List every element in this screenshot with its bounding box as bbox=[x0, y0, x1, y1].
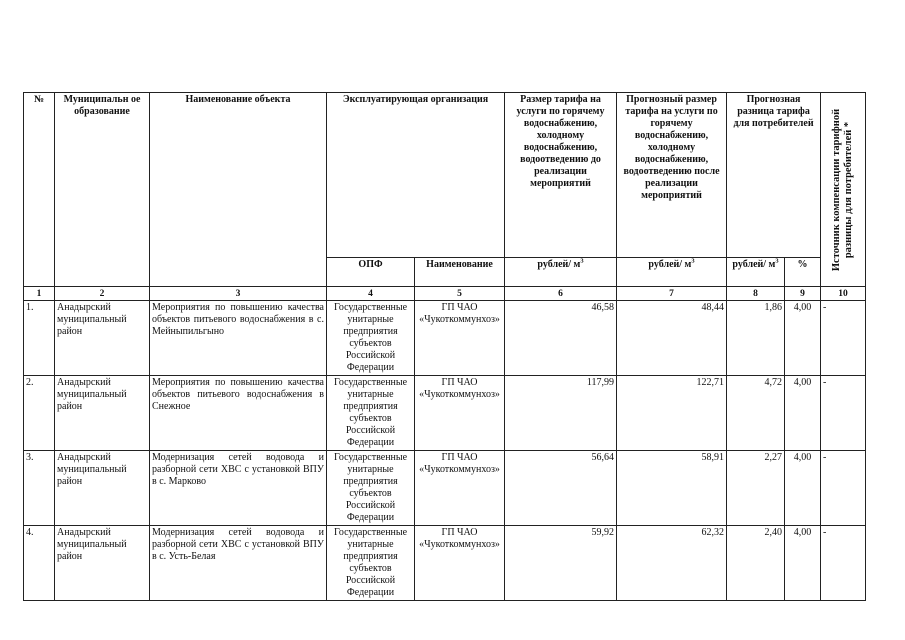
difference-rub-cell: 2,27 bbox=[727, 451, 785, 526]
organization-cell: ГП ЧАО «Чукоткоммунхоз» bbox=[415, 451, 505, 526]
object-cell: Модернизация сетей водовода и разборной сети ХВС с установкой ВПУ в с. Усть-Белая bbox=[150, 526, 327, 601]
tariff-after-cell: 122,71 bbox=[617, 376, 727, 451]
municipality-cell: Анадырский муниципальный район bbox=[55, 451, 150, 526]
difference-pct-cell: 4,00 bbox=[785, 301, 821, 376]
municipality-cell: Анадырский муниципальный район bbox=[55, 526, 150, 601]
subheader-unit-8: рублей/ $м^3$ bbox=[727, 258, 785, 287]
row-number: 4. bbox=[24, 526, 55, 601]
organization-cell: ГП ЧАО «Чукоткоммунхоз» bbox=[415, 376, 505, 451]
tariff-after-cell: 58,91 bbox=[617, 451, 727, 526]
column-number: 7 bbox=[617, 287, 727, 301]
source-cell: - bbox=[821, 376, 866, 451]
municipality-cell: Анадырский муниципальный район bbox=[55, 376, 150, 451]
municipality-cell: Анадырский муниципальный район bbox=[55, 301, 150, 376]
column-number: 6 bbox=[505, 287, 617, 301]
table-row bbox=[24, 301, 866, 376]
column-number: 10 bbox=[821, 287, 866, 301]
opf-cell: Государственные унитарные предприятия субъектов Российской Федерации bbox=[327, 526, 415, 601]
difference-rub-cell: 2,40 bbox=[727, 526, 785, 601]
header-source bbox=[821, 93, 866, 287]
tariff-before-cell: 46,58 bbox=[505, 301, 617, 376]
tariff-before-cell: 117,99 bbox=[505, 376, 617, 451]
column-number: 9 bbox=[785, 287, 821, 301]
header-object: Наименование объекта bbox=[150, 93, 327, 287]
table-row bbox=[24, 376, 866, 451]
row-number: 2. bbox=[24, 376, 55, 451]
opf-cell: Государственные унитарные предприятия субъектов Российской Федерации bbox=[327, 376, 415, 451]
opf-cell: Государственные унитарные предприятия субъектов Российской Федерации bbox=[327, 301, 415, 376]
header-row bbox=[24, 93, 866, 258]
row-number: 3. bbox=[24, 451, 55, 526]
header-operator: Эксплуатирующая организация bbox=[327, 93, 505, 258]
object-cell: Мероприятия по повышению качества объектов питьевого водоснабжения в Снежное bbox=[150, 376, 327, 451]
column-number: 2 bbox=[55, 287, 150, 301]
opf-cell: Государственные унитарные предприятия субъектов Российской Федерации bbox=[327, 451, 415, 526]
header-tariff-after: Прогнозный размер тарифа на услуги по горячему водоснабжению, холодному водоснабжению, водоотведению после реализации мероприятий bbox=[617, 93, 727, 258]
header-no: № bbox=[24, 93, 55, 287]
tariff-table bbox=[23, 92, 866, 601]
difference-pct-cell: 4,00 bbox=[785, 526, 821, 601]
table-row bbox=[24, 451, 866, 526]
header-municipality: Муниципальн ое образование bbox=[55, 93, 150, 287]
difference-pct-cell: 4,00 bbox=[785, 376, 821, 451]
subheader-unit-6: рублей/ $м^3$ bbox=[505, 258, 617, 287]
header-difference: Прогнозная разница тарифа для потребителей bbox=[727, 93, 821, 258]
difference-pct-cell: 4,00 bbox=[785, 451, 821, 526]
source-cell: - bbox=[821, 301, 866, 376]
object-cell: Модернизация сетей водовода и разборной сети ХВС с установкой ВПУ в с. Марково bbox=[150, 451, 327, 526]
subheader-unit-7: рублей/ $м^3$ bbox=[617, 258, 727, 287]
source-cell: - bbox=[821, 451, 866, 526]
subheader-name: Наименование bbox=[415, 258, 505, 287]
organization-cell: ГП ЧАО «Чукоткоммунхоз» bbox=[415, 301, 505, 376]
tariff-before-cell: 59,92 bbox=[505, 526, 617, 601]
tariff-after-cell: 62,32 bbox=[617, 526, 727, 601]
column-number: 5 bbox=[415, 287, 505, 301]
header-tariff-before: Размер тарифа на услуги по горячему водоснабжению, холодному водоснабжению, водоотведению до реализации мероприятий bbox=[505, 93, 617, 258]
object-cell: Мероприятия по повышению качества объектов питьевого водоснабжения в с. Мейныпильгыно bbox=[150, 301, 327, 376]
column-number: 1 bbox=[24, 287, 55, 301]
subheader-opf: ОПФ bbox=[327, 258, 415, 287]
header-source-text: Источник компенсации тарифной разницы для потребителей * bbox=[831, 108, 855, 271]
organization-cell: ГП ЧАО «Чукоткоммунхоз» bbox=[415, 526, 505, 601]
difference-rub-cell: 4,72 bbox=[727, 376, 785, 451]
subheader-percent: % bbox=[785, 258, 821, 287]
row-number: 1. bbox=[24, 301, 55, 376]
table-row bbox=[24, 526, 866, 601]
source-cell: - bbox=[821, 526, 866, 601]
tariff-after-cell: 48,44 bbox=[617, 301, 727, 376]
column-number: 8 bbox=[727, 287, 785, 301]
column-number: 4 bbox=[327, 287, 415, 301]
difference-rub-cell: 1,86 bbox=[727, 301, 785, 376]
tariff-before-cell: 56,64 bbox=[505, 451, 617, 526]
column-number-row bbox=[24, 287, 866, 301]
column-number: 3 bbox=[150, 287, 327, 301]
